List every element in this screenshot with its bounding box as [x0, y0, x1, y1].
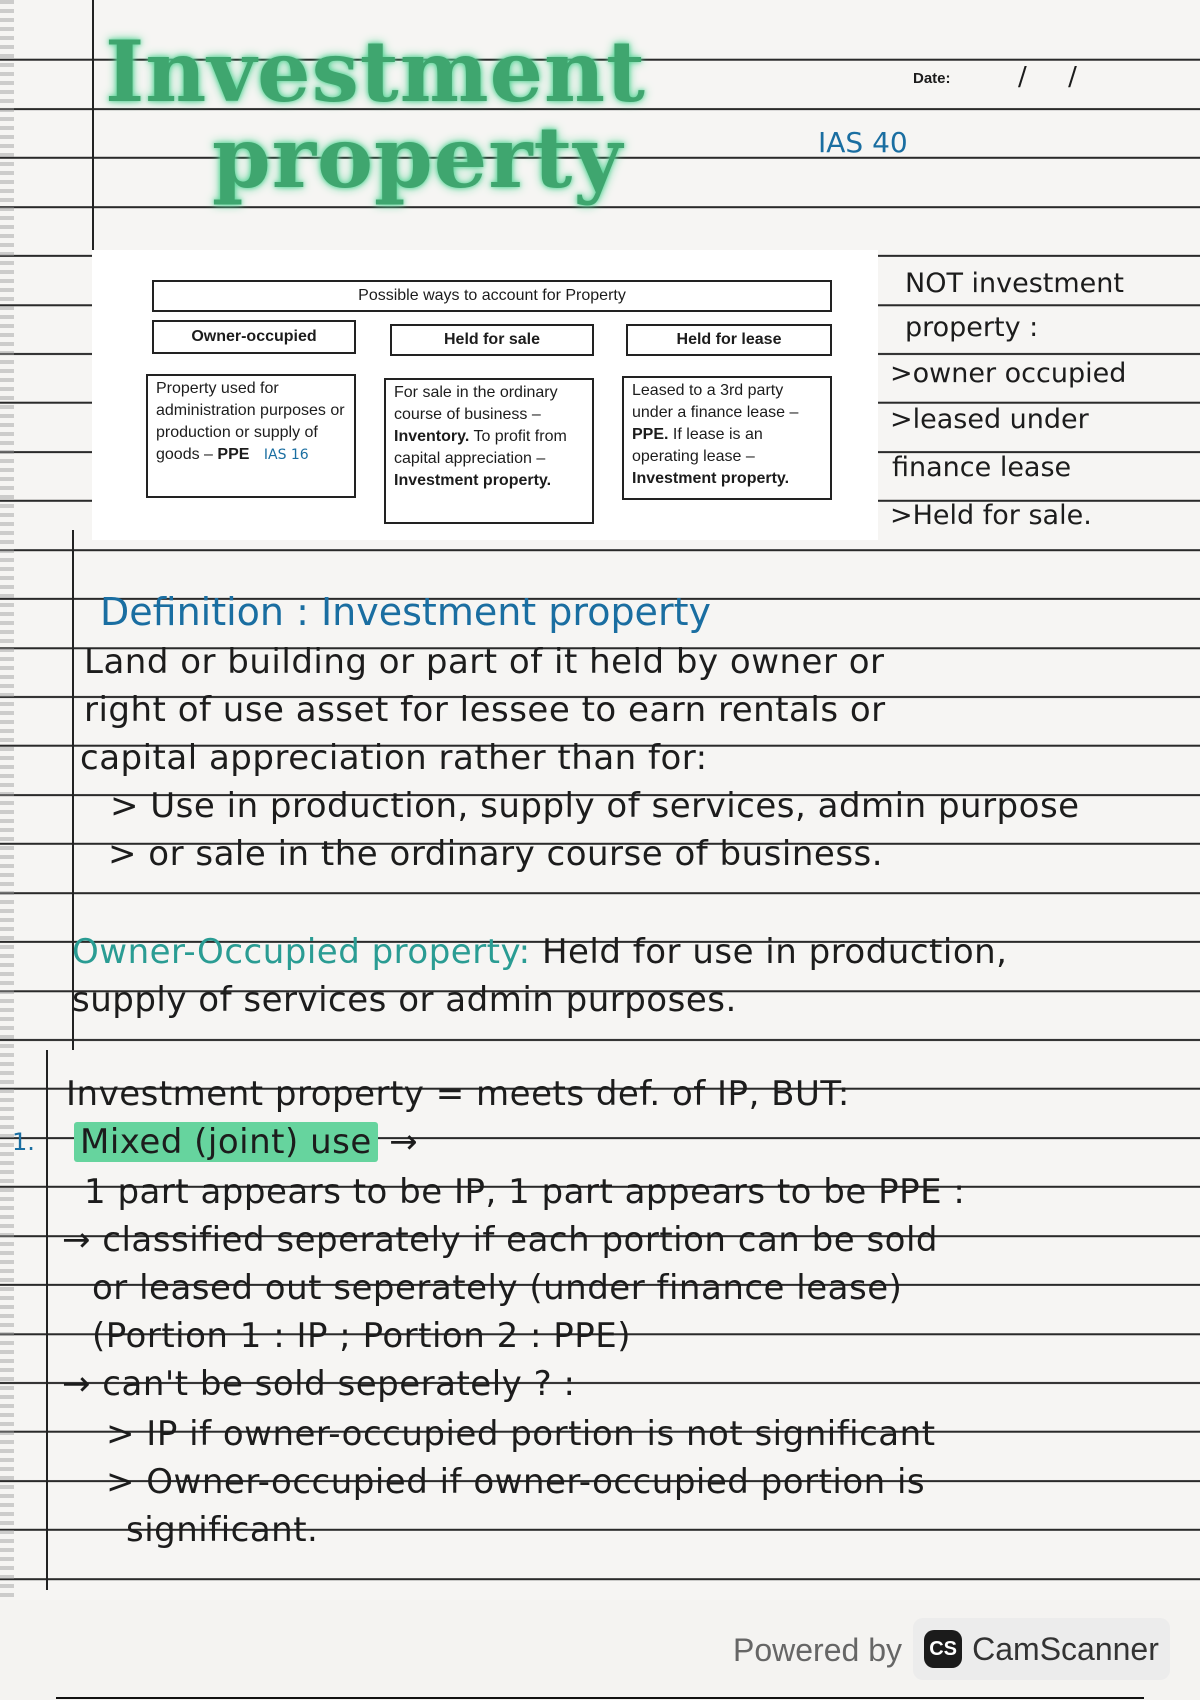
side-note-line: property :: [905, 312, 1039, 343]
cell-text: Property used for administration purposes or production or supply of goods –: [156, 380, 345, 463]
cell-bold-investment: Investment property.: [394, 472, 552, 489]
margin-line: [72, 530, 74, 1050]
owner-occupied-text: Held for use in production,: [541, 932, 1008, 972]
cell-bold-ppe: PPE.: [632, 426, 669, 443]
list-number: 1.: [12, 1128, 35, 1156]
definition-heading: Definition : Investment property: [100, 590, 711, 634]
cell-text: For sale in the ordinary course of business –: [394, 384, 558, 423]
mixed-use-line: or leased out seperately (under finance lease): [92, 1268, 903, 1308]
property-accounting-table: [92, 250, 878, 540]
definition-line: capital appreciation rather than for:: [80, 738, 708, 778]
bottom-divider: [56, 1697, 1144, 1699]
side-note-line: finance lease: [892, 452, 1072, 483]
camscanner-logo: [913, 1618, 1170, 1680]
mixed-use-line: significant.: [126, 1510, 319, 1550]
mixed-use-line: → classified seperately if each portion can be sold: [62, 1220, 938, 1260]
mixed-use-line: 1 part appears to be IP, 1 part appears to be PPE :: [84, 1172, 966, 1212]
owner-occupied-text-line2: supply of services or admin purposes.: [72, 980, 737, 1020]
camscanner-icon: CS: [924, 1630, 962, 1668]
cell-bold-inventory: Inventory.: [394, 428, 470, 445]
camscanner-brand-name: CamScanner: [972, 1630, 1159, 1667]
cell-text: If lease is an operating lease –: [632, 426, 763, 465]
mixed-use-bullet: > Owner-occupied if owner-occupied portion is: [106, 1462, 926, 1502]
date-slashes: / /: [1018, 62, 1077, 92]
definition-bullet: > or sale in the ordinary course of business.: [108, 834, 884, 874]
side-note-line: >Held for sale.: [890, 500, 1092, 531]
definition-line: right of use asset for lessee to earn rentals or: [84, 690, 886, 730]
cell-held-for-sale: [384, 378, 594, 524]
investment-property-intro: Investment property = meets def. of IP, BUT:: [66, 1074, 850, 1114]
page-title-line2: property: [212, 108, 624, 207]
column-header-owner-occupied: Owner-occupied: [152, 320, 356, 354]
side-note-line: >leased under: [890, 404, 1089, 435]
mixed-use-bullet: > IP if owner-occupied portion is not significant: [106, 1414, 936, 1454]
column-header-held-for-lease: Held for lease: [626, 324, 832, 356]
standard-reference: IAS 40: [818, 126, 908, 159]
cell-owner-occupied: [146, 374, 356, 498]
cell-held-for-lease: [622, 376, 832, 500]
date-label: Date:: [913, 70, 951, 87]
powered-by-label: Powered by: [733, 1632, 902, 1668]
page-perforation: [0, 0, 14, 1600]
cell-bold-investment: Investment property.: [632, 470, 790, 487]
definition-line: Land or building or part of it held by owner or: [84, 642, 885, 682]
page-title: Investment: [105, 22, 646, 121]
cell-text: To profit from capital appreciation –: [394, 428, 567, 467]
owner-occupied-label: Owner-Occupied property:: [72, 932, 531, 972]
mixed-use-heading: [74, 1122, 418, 1162]
mixed-use-line: (Portion 1 : IP ; Portion 2 : PPE): [92, 1316, 632, 1356]
owner-occupied-definition: [72, 932, 1007, 972]
side-note-line: NOT investment: [905, 268, 1124, 299]
arrow-icon: →: [389, 1122, 419, 1162]
definition-bullet: > Use in production, supply of services, admin purpose: [110, 786, 1080, 826]
column-header-held-for-sale: Held for sale: [390, 324, 594, 356]
margin-line: [46, 1050, 48, 1590]
cell-text: Leased to a 3rd party under a finance lease –: [632, 382, 799, 421]
mixed-use-label: Mixed (joint) use: [74, 1122, 378, 1162]
table-heading: Possible ways to account for Property: [152, 280, 832, 312]
handwritten-note: IAS 16: [263, 447, 309, 463]
cell-bold-ppe: PPE: [217, 446, 250, 463]
mixed-use-line: → can't be sold seperately ? :: [62, 1364, 576, 1404]
side-note-line: >owner occupied: [890, 358, 1127, 389]
